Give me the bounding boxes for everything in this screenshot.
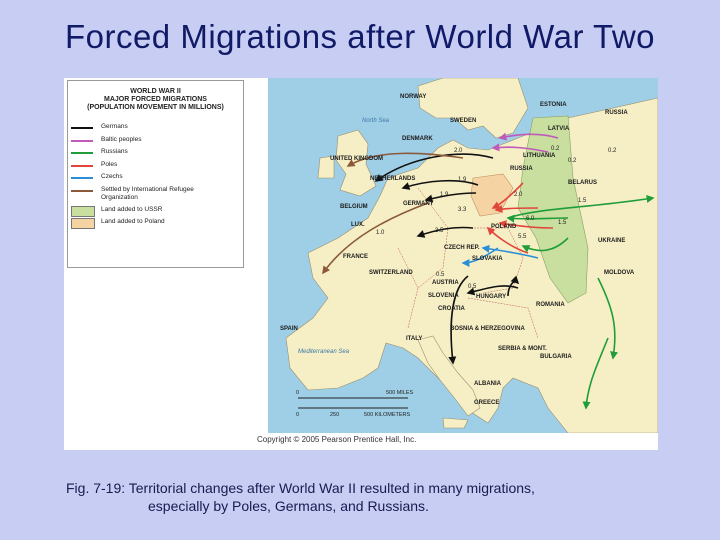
number-label: 2.0 bbox=[454, 148, 463, 154]
czechs-line-swatch bbox=[71, 177, 93, 179]
country-label: DENMARK bbox=[402, 136, 433, 142]
country-label: NORWAY bbox=[400, 94, 427, 100]
legend-item-poles bbox=[68, 161, 243, 174]
country-label: HUNGARY bbox=[476, 294, 507, 300]
figure-caption bbox=[66, 479, 686, 515]
country-label: NETHERLANDS bbox=[370, 176, 416, 182]
country-label: RUSSIA bbox=[605, 110, 628, 116]
number-label: 1.0 bbox=[376, 230, 385, 236]
legend-item-ussr-land bbox=[68, 206, 243, 219]
country-label: SPAIN bbox=[280, 326, 298, 332]
country-label: ALBANIA bbox=[474, 381, 501, 387]
legend-title-line: (POPULATION MOVEMENT IN MILLIONS) bbox=[87, 104, 224, 111]
number-label: 0.5 bbox=[436, 272, 445, 278]
number-label: 2.0 bbox=[514, 192, 523, 198]
legend-label: Poles bbox=[101, 160, 118, 168]
legend-title-line: WORLD WAR II bbox=[130, 88, 181, 95]
germans-line-swatch bbox=[71, 127, 93, 129]
sicily-land bbox=[443, 418, 468, 428]
country-label: CROATIA bbox=[438, 306, 465, 312]
poles-line-swatch bbox=[71, 165, 93, 167]
country-label: FRANCE bbox=[343, 254, 368, 260]
map-figure bbox=[64, 78, 658, 450]
country-label: SWITZERLAND bbox=[369, 270, 413, 276]
country-label: BELARUS bbox=[568, 180, 598, 186]
copyright-text: Copyright © 2005 Pearson Prentice Hall, Inc. bbox=[257, 435, 417, 444]
legend-label: Land added to Poland bbox=[101, 218, 165, 225]
map-legend bbox=[67, 80, 244, 268]
country-label: ITALY bbox=[406, 336, 423, 342]
baltic-line-swatch bbox=[71, 140, 93, 142]
number-label: 0.2 bbox=[551, 146, 560, 152]
number-label: 0.2 bbox=[608, 148, 617, 154]
legend-item-poland-land bbox=[68, 218, 243, 231]
scale-km-start: 0 bbox=[296, 412, 300, 418]
country-label: POLAND bbox=[491, 224, 517, 230]
legend-label: Germans bbox=[101, 123, 128, 130]
number-label: 6.0 bbox=[526, 216, 535, 222]
legend-item-czechs bbox=[68, 173, 243, 186]
number-label: 0.5 bbox=[468, 284, 477, 290]
iro-line-swatch bbox=[71, 190, 93, 192]
number-label: 3.3 bbox=[458, 207, 467, 213]
ussr-land-swatch bbox=[71, 206, 95, 217]
legend-label: Land added to USSR bbox=[101, 205, 163, 213]
country-label: SLOVAKIA bbox=[472, 256, 503, 262]
legend-label: Baltic peoples bbox=[101, 135, 142, 143]
legend-item-baltic bbox=[68, 136, 243, 149]
country-label: UKRAINE bbox=[598, 238, 626, 244]
country-label: LATVIA bbox=[548, 126, 570, 132]
number-label: 3.5 bbox=[435, 228, 444, 234]
legend-label: Russians bbox=[101, 148, 128, 155]
country-label: ROMANIA bbox=[536, 302, 565, 308]
country-label: GREECE bbox=[474, 400, 500, 406]
legend-item-germans bbox=[68, 123, 243, 136]
legend-item-russians bbox=[68, 148, 243, 161]
country-label: MOLDOVA bbox=[604, 270, 635, 276]
caption-line-1: Fig. 7-19: Territorial changes after World War II resulted in many migrations, bbox=[66, 480, 535, 496]
country-label: SWEDEN bbox=[450, 118, 477, 124]
legend-label: Settled by International Refugee Organization bbox=[101, 185, 194, 201]
country-label: LUX. bbox=[351, 222, 365, 228]
slide-title: Forced Migrations after World War Two bbox=[64, 18, 656, 55]
europe-map bbox=[268, 78, 658, 433]
country-label: BELGIUM bbox=[340, 204, 368, 210]
number-label: 1.5 bbox=[558, 220, 567, 226]
country-label: BULGARIA bbox=[540, 354, 572, 360]
poland-land-swatch bbox=[71, 218, 95, 229]
country-label: SERBIA & MONT. bbox=[498, 346, 547, 352]
number-label: 1.9 bbox=[458, 177, 467, 183]
number-label: 1.9 bbox=[440, 192, 449, 198]
legend-title bbox=[68, 88, 243, 112]
russians-line-swatch bbox=[71, 152, 93, 154]
country-label: SLOVENIA bbox=[428, 293, 459, 299]
country-label: LITHUANIA bbox=[523, 153, 556, 159]
sea-label: North Sea bbox=[362, 118, 390, 124]
scale-miles-start: 0 bbox=[296, 390, 300, 396]
country-label: ESTONIA bbox=[540, 102, 567, 108]
number-label: 0.2 bbox=[568, 158, 577, 164]
legend-label: Czechs bbox=[101, 173, 123, 180]
country-label: BOSNIA & HERZEGOVINA bbox=[450, 326, 525, 332]
number-label: 1.5 bbox=[578, 198, 587, 204]
country-label: AUSTRIA bbox=[432, 280, 459, 286]
country-label: GERMANY bbox=[403, 201, 434, 207]
country-label: RUSSIA bbox=[510, 166, 533, 172]
country-label: UNITED KINGDOM bbox=[330, 156, 383, 162]
scale-miles-end: 500 MILES bbox=[386, 390, 414, 396]
number-label: 5.5 bbox=[518, 234, 527, 240]
sea-label: Mediterranean Sea bbox=[298, 349, 350, 355]
caption-line-2: especially by Poles, Germans, and Russians. bbox=[148, 498, 429, 514]
russians-arrow bbox=[508, 218, 568, 219]
country-label: CZECH REP. bbox=[444, 245, 480, 251]
legend-title-line: MAJOR FORCED MIGRATIONS bbox=[104, 96, 207, 103]
legend-item-iro bbox=[68, 186, 243, 206]
scale-km-end: 500 KILOMETERS bbox=[364, 412, 411, 418]
scale-km-mid: 250 bbox=[330, 412, 340, 418]
